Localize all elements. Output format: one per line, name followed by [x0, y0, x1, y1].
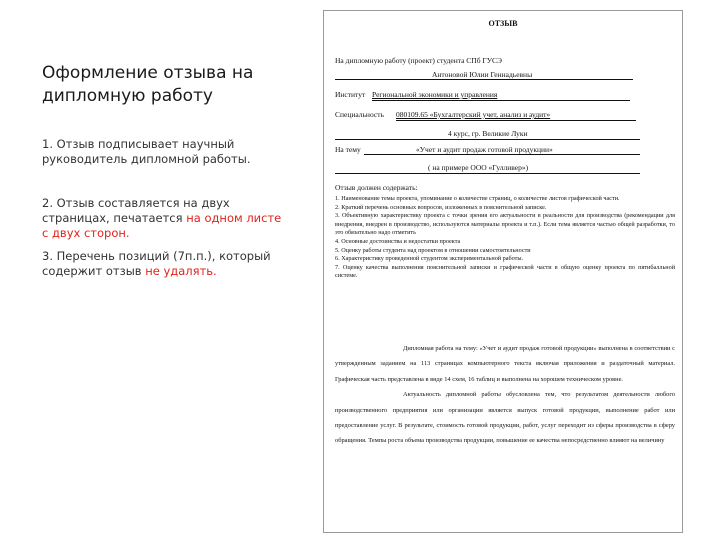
underline	[335, 139, 640, 140]
contents-heading: Отзыв должен содержать:	[335, 183, 418, 192]
underline	[372, 100, 630, 101]
body-paragraph: Актуальность дипломной работы обусловлена тем, что результатом деятельности любого производственного предприятия или организации является выпуск готовой продукции, выполнение работ или предоставление услуг. В результате, стоимость готовой продукции, работ, услуг переходит из сферы производства в сферу обращения. Темпы роста объема производства продукции, повышение ее качества непосредственно влияют на величину	[335, 391, 675, 445]
topic-value: «Учет и аудит продаж готовой продукции»	[416, 145, 553, 154]
bullet-text: 2. Отзыв составляется на двух страницах, печатается	[42, 196, 230, 225]
body-paragraph: Дипломная работа на тему: «Учет и аудит продаж готовой продукции» выполнена в соответствии с утвержденным заданием на 113 страницах компьютерного текста включая приложения и раздаточный материал. Графическая часть представлена в виде 14 схем, 16 таблиц и выполнена на хорошем техническом уровне.	[335, 345, 675, 383]
requirement-item: 4. Основные достоинства и недостатки проекта	[335, 237, 461, 245]
bullet-list	[42, 137, 282, 279]
underline	[396, 120, 636, 121]
requirement-item: 7. Оценку качества выполнения пояснительной записки и графической части в общую оценку проекта по пятибалльной системе.	[335, 263, 675, 280]
specialty-label: Специальность	[335, 110, 384, 119]
institute-value: Региональной экономики и управления	[372, 90, 498, 99]
requirement-item: 5. Оценку работы студента над проектом в отношении самостоятельности	[335, 246, 531, 254]
document-title: ОТЗЫВ	[488, 19, 518, 28]
requirement-item: 3. Объективную характеристику проекта с точки зрения его актуальности в реальности для производства (рекомендации для внедрения, внедрен в производство, используются материалы проекта и т.п.). Если тема является частью общей разработки, то это обязательно надо отметить	[335, 212, 675, 237]
topic-example: ( на примере ООО «Гулливер»)	[428, 163, 529, 172]
document-intro-line: На дипломную работу (проект) студента СПб ГУСЭ	[335, 56, 503, 65]
underline	[335, 79, 633, 80]
bullet-text: 3. Перечень позиций (7п.п.), который содержит отзыв	[42, 249, 271, 278]
review-body	[335, 341, 675, 449]
group-text: 4 курс, гр. Великие Луки	[448, 129, 528, 138]
topic-label: На тему	[335, 145, 361, 154]
specialty-value: 080109.65 «Бухгалтерский учет, анализ и аудит»	[396, 110, 551, 119]
underline	[335, 173, 640, 174]
requirement-item: 1. Наименование темы проекта, упоминание о количестве страниц, о количестве листов графической части.	[335, 195, 620, 202]
requirements-list	[335, 195, 675, 281]
bullet-item	[42, 196, 282, 241]
institute-label: Институт	[335, 90, 366, 99]
student-name: Антоновой Юлии Геннадьевны	[432, 70, 533, 79]
bullet-highlight: не удалять.	[145, 264, 217, 278]
underline	[364, 154, 640, 155]
bullet-item: 1. Отзыв подписывает научный руководитель дипломной работы.	[42, 137, 251, 166]
requirement-item: 6. Характеристику проведенной студентом экспериментальной работы.	[335, 255, 524, 263]
slide-title: Оформление отзыва на дипломную работу	[42, 63, 254, 106]
bullet-item	[42, 249, 282, 279]
requirement-item: 2. Краткий перечень основных вопросов, изложенных в пояснительной записке.	[335, 203, 547, 211]
bullet-highlight: на одном листе с двух сторон.	[42, 211, 282, 240]
review-document-image	[323, 10, 683, 533]
